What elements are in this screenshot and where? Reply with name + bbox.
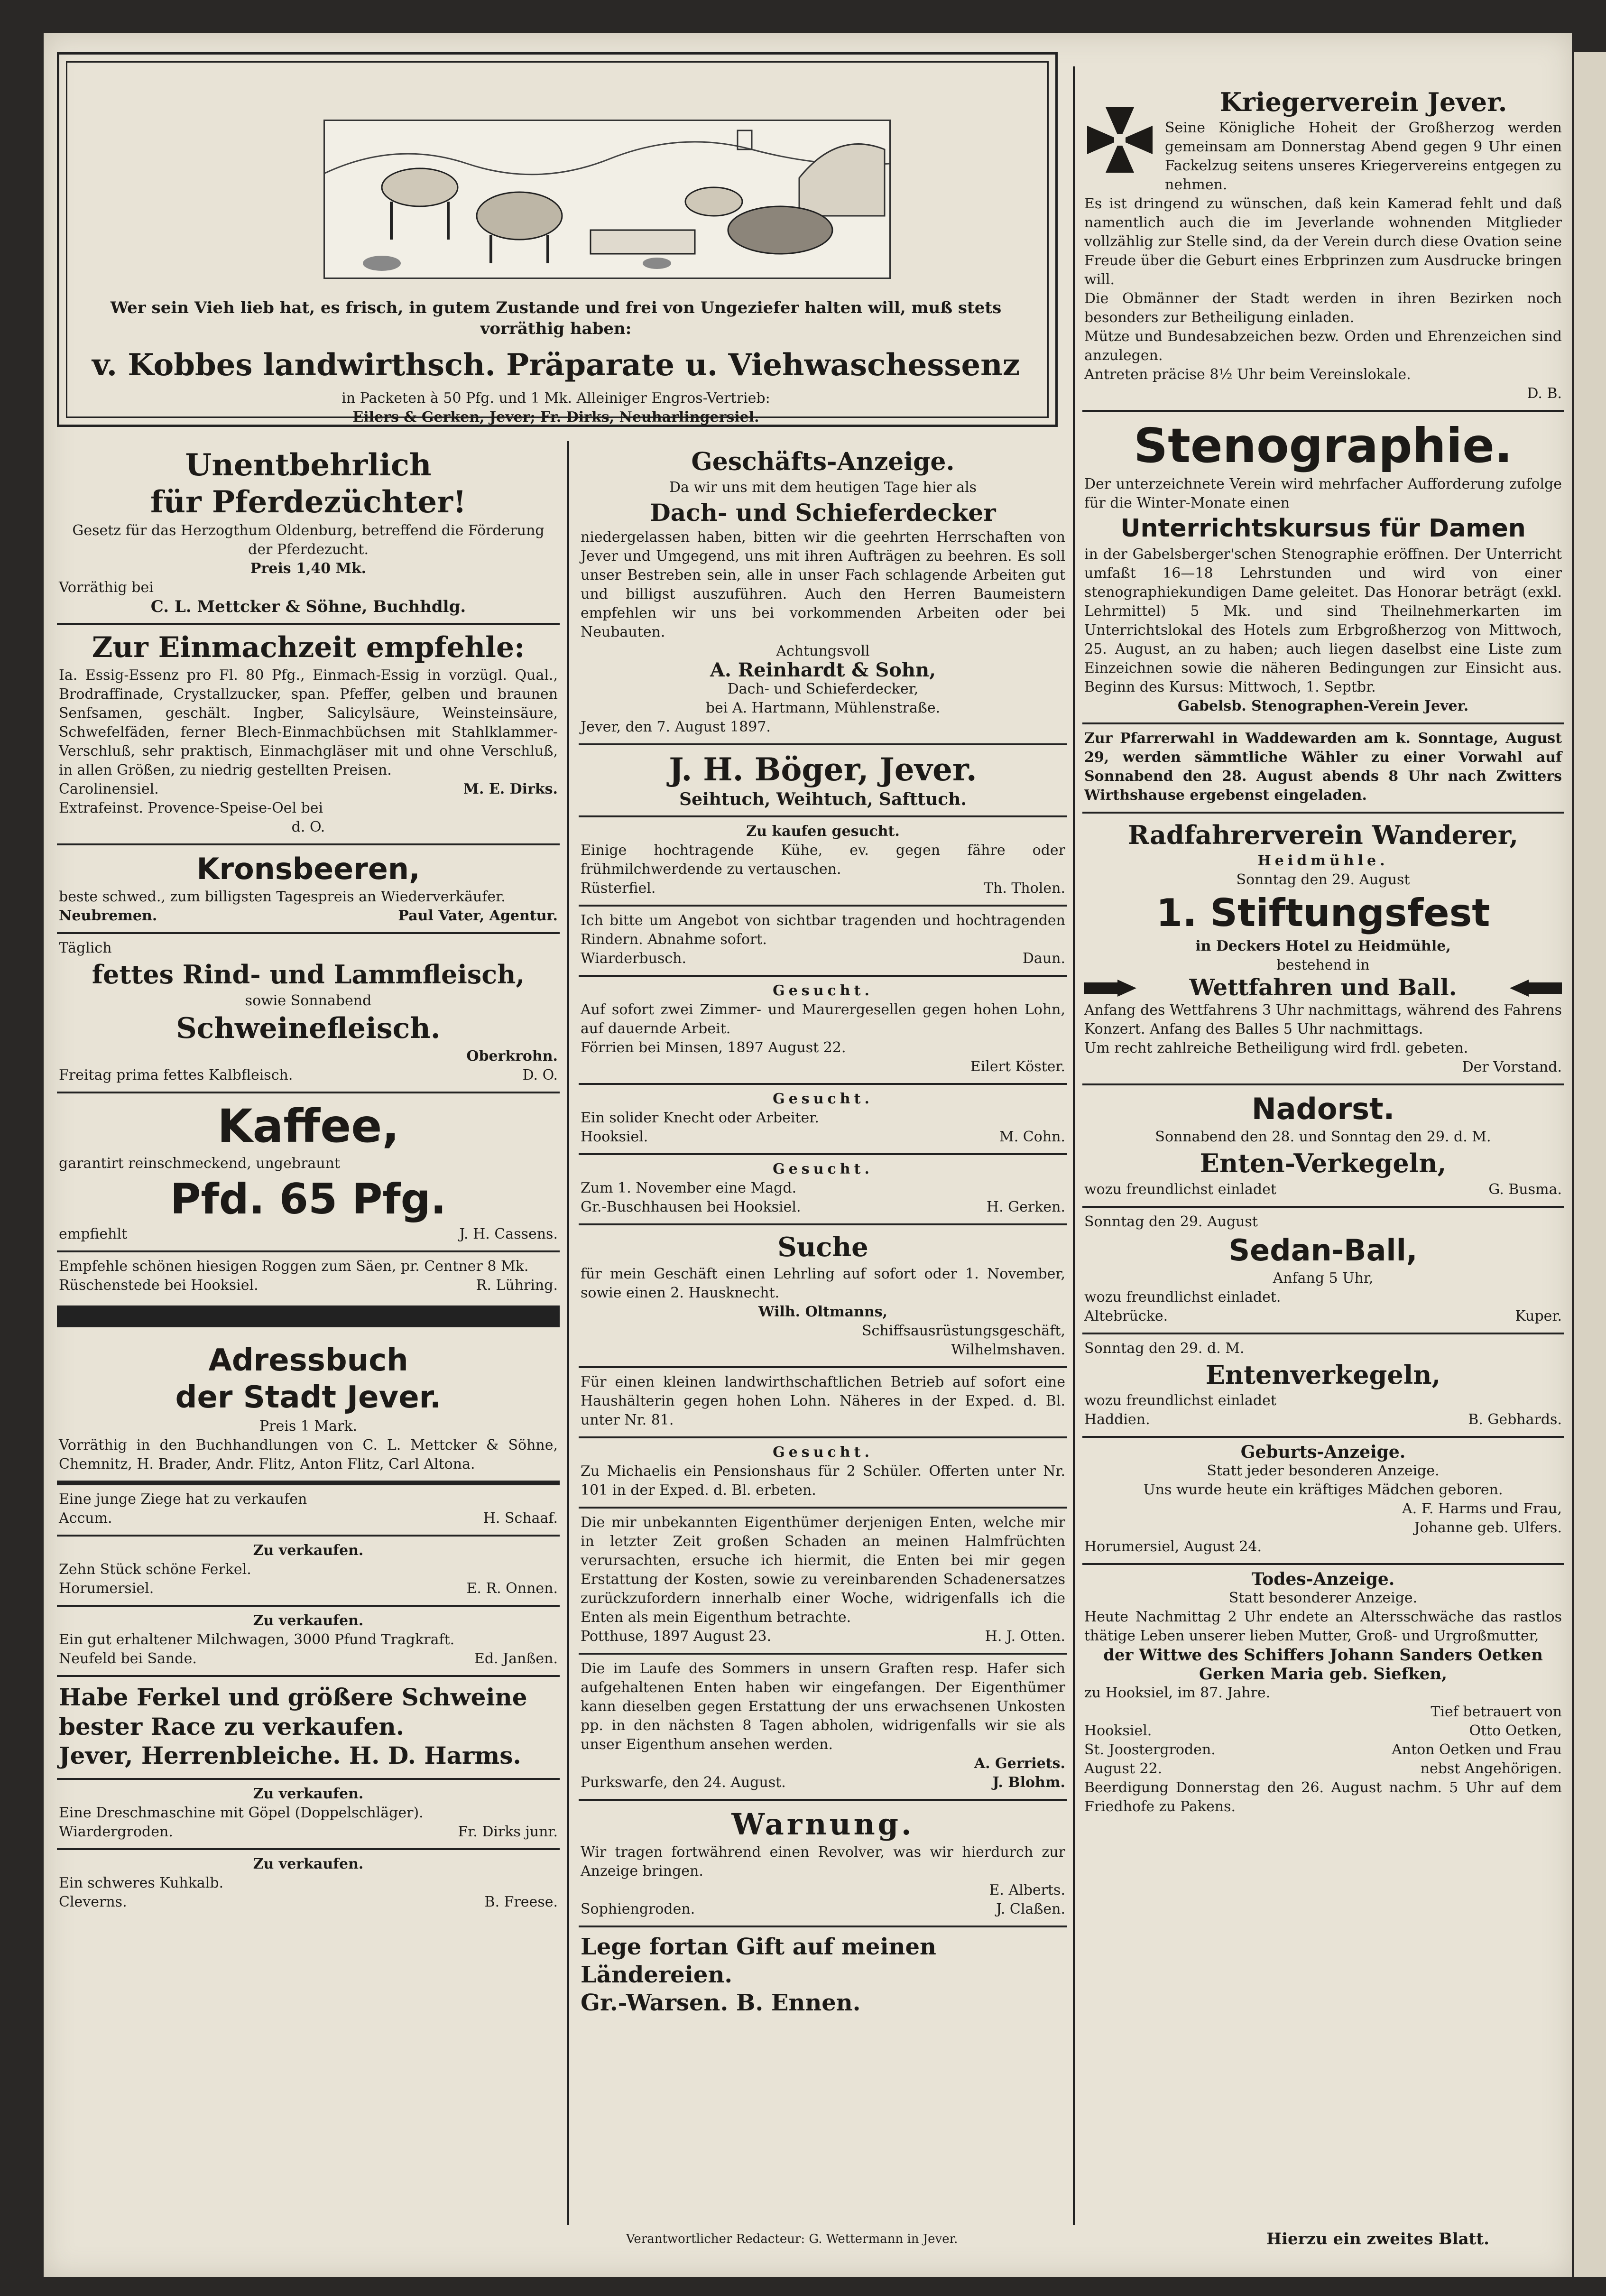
rad-hotel: in Deckers Hotel zu Heidmühle, [1195, 937, 1451, 954]
steno-sig: Gabelsb. Stenographen-Verein Jever. [1177, 697, 1469, 714]
nadorst-ad [1082, 1085, 1564, 1207]
adress-t2: der Stadt Jever. [175, 1379, 442, 1415]
suche-name3: Wilhelmshaven. [951, 1341, 1065, 1358]
tod-age: zu Hooksiel, im 87. Jahre. [1084, 1684, 1271, 1701]
suche-name2: Schiffsausrüstungsgeschäft, [862, 1322, 1065, 1339]
haushaelterin-ad [579, 1368, 1067, 1438]
pferde-avail: Vorräthig bei [59, 579, 154, 596]
nadorst-event: Enten-Verkegeln, [1200, 1148, 1447, 1179]
ziege-place: Accum. [59, 1510, 112, 1527]
pointing-hand-icon [1084, 978, 1141, 999]
geschaeft-firm: A. Reinhardt & Sohn, [710, 659, 936, 682]
harms-ad [57, 1677, 560, 1780]
tod-m3: nebst Angehörigen. [1420, 1760, 1562, 1777]
kaffee-left: empfiehlt [59, 1226, 128, 1243]
geschaeft-title: Geschäfts-Anzeige. [691, 447, 955, 476]
rinder-name: Daun. [1022, 950, 1065, 967]
einmach-extra: Extrafeinst. Provence-Speise-Oel bei [59, 800, 323, 817]
enten2-title: Entenverkegeln, [1205, 1359, 1441, 1390]
enten2-name: B. Gebhards. [1468, 1411, 1562, 1428]
graften-ad [579, 1655, 1067, 1801]
sedan-name: Kuper. [1515, 1307, 1562, 1324]
krieger-title: Kriegerverein Jever. [1219, 87, 1507, 117]
column-1 [57, 441, 560, 1918]
ferkel-ad [57, 1537, 560, 1607]
tod-m2: Anton Oetken und Frau [1392, 1741, 1562, 1758]
steno-course: Unterrichtskursus für Damen [1120, 514, 1526, 543]
harms-l3: Jever, Herrenbleiche. H. D. Harms. [59, 1741, 521, 1770]
einmach-ad [57, 625, 560, 845]
krieger-ad [1082, 81, 1564, 412]
krons-body: beste schwed., zum billigsten Tagespreis an Wiederverkäufer. [59, 889, 506, 906]
geschaeft-intro: Da wir uns mit dem heutigen Tage hier als [669, 479, 977, 496]
pferde-title2: für Pferdezüchter! [150, 484, 467, 520]
milch-head: Zu verkaufen. [253, 1612, 364, 1629]
ferkel-place: Horumersiel. [59, 1580, 154, 1597]
pfarr-ad [1082, 724, 1564, 814]
pferde-ad [57, 441, 560, 625]
dresch-place: Wiardergroden. [59, 1823, 173, 1840]
einmach-title: Zur Einmachzeit empfehle: [92, 631, 525, 665]
roggen-ad [57, 1252, 560, 1302]
dresch-head: Zu verkaufen. [253, 1785, 364, 1802]
gift-ad [579, 1927, 1067, 2025]
einmach-body: Ia. Essig-Essenz pro Fl. 80 Pfg., Einmach-Essig in vorzügl. Qual., Brodraffinade, Crystallzucker, span. Pfeffer, gelben und braunen Senfsamen, geschält. Ingber, Salicylsäure, Weinsteinsäure, Schwefelfäden, ferner Blech-Einmachbüchsen mit Stahlklammer-Verschluß, sehr praktisch, Einmachgläser mit und ohne Verschluß, in allen Größen, zu niedrig gestellten Preisen. [59, 667, 558, 779]
sedan-start: Anfang 5 Uhr, [1273, 1269, 1374, 1287]
fleisch-l5: Oberkrohn. [466, 1047, 558, 1065]
adressbuch-ad [57, 1337, 560, 1485]
rad-fest: 1. Stiftungsfest [1156, 890, 1490, 935]
kuh-head: Zu verkaufen. [253, 1855, 364, 1872]
tod-burial: Beerdigung Donnerstag den 26. August nachm. 5 Uhr auf dem Friedhofe zu Pakens. [1084, 1779, 1562, 1815]
milch-place: Neufeld bei Sande. [59, 1650, 197, 1667]
steno-intro: Der unterzeichnete Verein wird mehrfacher Aufforderung zufolge für die Winter-Monate einen [1084, 476, 1562, 512]
gift-l2: Ländereien. [581, 1962, 733, 1989]
kuehe-head: Zu kaufen gesucht. [746, 823, 900, 840]
suche-name: Wilh. Oltmanns, [758, 1303, 888, 1320]
kobbes-tagline: Wer sein Vieh lieb hat, es frisch, in gutem Zustande und frei von Ungeziefer halten will, muß stets vorräthig haben: [110, 298, 1002, 338]
knecht-ad [579, 1085, 1067, 1155]
enten2-invite: wozu freundlichst einladet [1084, 1392, 1276, 1409]
kobbes-ad [57, 52, 1058, 427]
graften-place: Purkswarfe, den 24. August. [581, 1774, 786, 1791]
ferkel-body: Zehn Stück schöne Ferkel. [59, 1561, 251, 1578]
iron-cross-icon [1084, 104, 1155, 176]
rad-ad [1082, 814, 1564, 1085]
fleisch-sig: D. O. [522, 1066, 558, 1083]
rad-sig: Der Vorstand. [1462, 1059, 1562, 1076]
graften-sig2: J. Blohm. [992, 1774, 1065, 1791]
rad-title: Radfahrerverein Wanderer, [1127, 819, 1519, 850]
column-rule-2 [1073, 66, 1075, 2225]
adress-price: Preis 1 Mark. [259, 1418, 358, 1435]
gift-l3: Gr.-Warsen. B. Ennen. [581, 1990, 861, 2017]
kuehe-name: Th. Tholen. [983, 880, 1065, 897]
graften-body: Die im Laufe des Sommers in unsern Graften resp. Hafer sich aufgehaltenen Enten haben wir eingefangen. Der Eigenthümer kann dieselben gegen Erstattung der uns erwachsenen Unkosten pp. in den nächsten 8 Tagen abholen, widrigenfalls wir sie als unser Eigenthum ansehen werden. [581, 1660, 1065, 1753]
pferde-price: Preis 1,40 Mk. [250, 560, 367, 577]
geschaeft-regards: Achtungsvoll [776, 643, 870, 660]
column-3 [1082, 81, 1564, 1823]
milch-body: Ein gut erhaltener Milchwagen, 3000 Pfund Tragkraft. [59, 1631, 455, 1648]
enten-name: H. J. Otten. [985, 1628, 1065, 1645]
fleisch-l1: Täglich [59, 940, 112, 957]
rad-bestehend: bestehend in [1276, 956, 1370, 973]
ziege-name: H. Schaaf. [483, 1510, 558, 1527]
pfarr-body: Zur Pfarrerwahl in Waddewarden am k. Sonntage, August 29, werden sämmtliche Wähler zu einer Vorwahl auf Sonnabend den 28. August abends 8 Uhr nach Zwitters Wirthshause ergebenst eingeladen. [1084, 730, 1562, 804]
sedan-title: Sedan-Ball, [1228, 1232, 1418, 1268]
warnung-place: Sophiengroden. [581, 1900, 695, 1917]
fleisch-l2: fettes Rind- und Lammfleisch, [92, 959, 525, 990]
enten2-place: Haddien. [1084, 1411, 1150, 1428]
graften-sig1: A. Gerriets. [974, 1755, 1065, 1772]
kuehe-ad [579, 817, 1067, 907]
kuehe-body: Einige hochtragende Kühe, ev. gegen fähre oder frühmilchwerdende zu vertauschen. [581, 842, 1065, 878]
kaffee-title: Kaffee, [217, 1099, 399, 1153]
krieger-body3: Die Obmänner der Stadt werden in ihren Bezirken noch besonders zur Betheiligung einladen. [1084, 290, 1562, 326]
footer-editor: Verantwortlicher Redacteur: G. Wettermann in Jever. [626, 2232, 958, 2246]
fleisch-ad [57, 934, 560, 1093]
geburt-title: Geburts-Anzeige. [1240, 1442, 1406, 1462]
kaffee-sub: garantirt reinschmeckend, ungebraunt [59, 1155, 341, 1172]
rad-place: Heidmühle. [1257, 852, 1389, 869]
rinder-ad [579, 907, 1067, 977]
dresch-body: Eine Dreschmaschine mit Göpel (Doppelschläger). [59, 1804, 424, 1821]
footer-second-sheet: Hierzu ein zweites Blatt. [1266, 2230, 1489, 2249]
maurer-body: Auf sofort zwei Zimmer- und Maurergesellen gegen hohen Lohn, auf dauernde Arbeit. [581, 1001, 1065, 1037]
geburt-ad [1082, 1438, 1564, 1565]
geburt-l1: Statt jeder besonderen Anzeige. [1207, 1462, 1440, 1479]
fleisch-l4: Schweinefleisch. [176, 1011, 441, 1045]
pferde-sub: Gesetz für das Herzogthum Oldenburg, betreffend die Förderung der Pferdezucht. [72, 522, 545, 558]
kuh-name: B. Freese. [484, 1893, 558, 1910]
kaffee-name: J. H. Cassens. [459, 1226, 558, 1243]
enten-ad [579, 1509, 1067, 1655]
harms-l1: Habe Ferkel und größere Schweine [59, 1683, 527, 1712]
tod-place1: Hooksiel. [1084, 1722, 1152, 1739]
adress-body: Vorräthig in den Buchhandlungen von C. L. Mettcker & Söhne, Chemnitz, H. Brader, Andr. Flitz, Anton Flitz, Carl Altona. [59, 1437, 558, 1473]
einmach-place: Carolinensiel. [59, 781, 159, 798]
tod-m1: Otto Oetken, [1469, 1722, 1562, 1739]
magd-head: Gesucht. [773, 1161, 873, 1178]
krons-place: Neubremen. [59, 907, 157, 925]
knecht-place: Hooksiel. [581, 1129, 648, 1146]
knecht-body: Ein solider Knecht oder Arbeiter. [581, 1110, 819, 1127]
magd-body: Zum 1. November eine Magd. [581, 1180, 797, 1197]
roggen-name: R. Lühring. [476, 1277, 558, 1294]
rinder-body: Ich bitte um Angebot von sichtbar tragenden und hochtragenden Rindern. Abnahme sofort. [581, 912, 1065, 948]
krieger-sig: D. B. [1527, 385, 1562, 402]
ziege-ad [57, 1485, 560, 1537]
geschaeft-ad [579, 441, 1067, 745]
krons-ad [57, 845, 560, 934]
kobbes-headline: v. Kobbes landwirthsch. Präparate u. Viehwaschessenz [92, 347, 1020, 383]
einmach-extra-sig: d. O. [291, 819, 325, 836]
kobbes-line1: in Packeten à 50 Pfg. und 1 Mk. Alleiniger Engros-Vertrieb: [342, 390, 770, 407]
column-2 [579, 441, 1067, 2025]
geschaeft-firm3: bei A. Hartmann, Mühlenstraße. [705, 700, 941, 717]
ziege-body: Eine junge Ziege hat zu verkaufen [59, 1491, 307, 1508]
magd-name: H. Gerken. [986, 1199, 1065, 1216]
rad-date: Sonntag den 29. August [1236, 871, 1410, 888]
milch-name: Ed. Janßen. [474, 1650, 558, 1667]
geschaeft-date: Jever, den 7. August 1897. [581, 719, 771, 736]
knecht-name: M. Cohn. [999, 1129, 1065, 1146]
warnung-ad [579, 1801, 1067, 1927]
kuh-place: Cleverns. [59, 1893, 127, 1910]
geschaeft-firm2: Dach- und Schieferdecker, [727, 681, 919, 698]
krieger-body: Seine Königliche Hoheit der Großherzog werden gemeinsam am Donnerstag Abend gegen 9 Uhr einen Fackelzug seitens unseres Kriegervereins entgegen zu nehmen. [1165, 120, 1562, 194]
kuh-body: Ein schweres Kuhkalb. [59, 1874, 224, 1891]
sedan-date: Sonntag den 29. August [1084, 1213, 1258, 1230]
roggen-body: Empfehle schönen hiesigen Roggen zum Säen, pr. Centner 8 Mk. [59, 1258, 529, 1275]
magd-place: Gr.-Buschhausen bei Hooksiel. [581, 1199, 801, 1216]
tod-place2: St. Joostergroden. [1084, 1741, 1216, 1758]
warnung-sig1: E. Alberts. [989, 1881, 1065, 1898]
dresch-name: Fr. Dirks junr. [458, 1823, 558, 1840]
warnung-title: Warnung. [731, 1806, 914, 1842]
warnung-sig2: J. Claßen. [996, 1900, 1065, 1917]
rad-body: Anfang des Wettfahrens 3 Uhr nachmittags, während des Fahrens Konzert. Anfang des Balles 5 Uhr nachmittags. [1084, 1002, 1562, 1038]
tod-name2: Gerken Maria geb. Siefken, [1199, 1664, 1447, 1684]
ferkel-head: Zu verkaufen. [253, 1542, 364, 1559]
geburt-l3: A. F. Harms und Frau, [1402, 1500, 1562, 1517]
tod-title: Todes-Anzeige. [1251, 1569, 1395, 1589]
enten2-ad [1082, 1334, 1564, 1438]
nadorst-invite: wozu freundlichst einladet [1084, 1181, 1276, 1198]
rad-wett: Wettfahren und Ball. [1189, 974, 1457, 1001]
pferde-seller: C. L. Mettcker & Söhne, Buchhdlg. [150, 597, 466, 617]
maurer-ad [579, 977, 1067, 1085]
enten-body: Die mir unbekannten Eigenthümer derjenigen Enten, welche mir in letzter Zeit großen Schaden an meinen Halmfrüchten verursachten, ersuche ich hiermit, die Enten bei mir gegen Erstattung der Kosten, sowie zu vereinbarenden Schadenersatzes zurückzufordern innerhalb einer Woche, widrigenfalls ich die Enten als mein Eigenthum betrachte. [581, 1514, 1065, 1626]
maurer-name: Eilert Köster. [970, 1058, 1065, 1075]
fleisch-l6: Freitag prima fettes Kalbfleisch. [59, 1066, 293, 1083]
nadorst-name: G. Busma. [1488, 1181, 1562, 1198]
sedan-place: Altebrücke. [1084, 1307, 1168, 1324]
suche-ad [579, 1225, 1067, 1368]
krons-name: Paul Vater, Agentur. [398, 907, 558, 925]
adress-t1: Adressbuch [208, 1343, 408, 1379]
sedan-invite: wozu freundlichst einladet. [1084, 1288, 1281, 1305]
knecht-head: Gesucht. [773, 1091, 873, 1108]
geburt-l2: Uns wurde heute ein kräftiges Mädchen geboren. [1143, 1481, 1503, 1498]
boeger-title: J. H. Böger, Jever. [669, 751, 977, 788]
steno-title: Stenographie. [1134, 418, 1513, 474]
dresch-ad [57, 1780, 560, 1850]
tod-place3: August 22. [1084, 1760, 1163, 1777]
warnung-body: Wir tragen fortwährend einen Revolver, was wir hierdurch zur Anzeige bringen. [581, 1843, 1065, 1879]
geburt-place: Horumersiel, August 24. [1084, 1538, 1262, 1555]
maurer-place: Förrien bei Minsen, 1897 August 22. [581, 1039, 846, 1056]
krons-title: Kronsbeeren, [196, 852, 420, 887]
steno-ad [1082, 412, 1564, 724]
nadorst-title: Nadorst. [1251, 1092, 1395, 1127]
boeger-ad [579, 745, 1067, 817]
pension-ad [579, 1438, 1067, 1509]
suche-title: Suche [777, 1231, 868, 1263]
geburt-l4: Johanne geb. Ulfers. [1414, 1519, 1562, 1536]
gift-l1: Lege fortan Gift auf meinen [581, 1933, 936, 1960]
maurer-head: Gesucht. [773, 982, 873, 1000]
kuehe-place: Rüsterfiel. [581, 880, 656, 897]
pension-head: Gesucht. [773, 1444, 873, 1461]
harms-l2: bester Race zu verkaufen. [59, 1712, 405, 1741]
geschaeft-trade: Dach- und Schieferdecker [650, 498, 996, 527]
haushaelterin-body: Für einen kleinen landwirthschaftlichen Betrieb auf sofort eine Haushälterin gegen hohen Lohn. Näheres in der Exped. d. Bl. unter Nr. 81. [581, 1373, 1065, 1428]
sedan-ad [1082, 1208, 1564, 1334]
kaffee-price: Pfd. 65 Pfg. [170, 1174, 447, 1223]
tod-body: Heute Nachmittag 2 Uhr endete an Altersschwäche das rastlos thätige Leben unserer lieben Mutter, Groß- und Urgroßmutter, [1084, 1608, 1562, 1644]
krieger-body5: Antreten präcise 8½ Uhr beim Vereinslokale. [1084, 366, 1411, 383]
pension-body: Zu Michaelis ein Pensionshaus für 2 Schüler. Offerten unter Nr. 101 in der Exped. d. Bl. erbeten. [581, 1463, 1065, 1499]
tod-name1: der Wittwe des Schiffers Johann Sanders Oetken [1103, 1645, 1543, 1665]
nadorst-date: Sonnabend den 28. und Sonntag den 29. d. M. [1155, 1129, 1491, 1146]
tod-l1: Statt besonderer Anzeige. [1228, 1589, 1418, 1606]
krieger-body2: Es ist dringend zu wünschen, daß kein Kamerad fehlt und daß namentlich auch die im Jeverlande wohnenden Mitglieder vollzählig zur Stelle sind, da der Verein durch diese Ovation seine Freude über die Geburt eines Erbprinzen zum Ausdrucke bringen will. [1084, 195, 1562, 288]
pferde-title1: Unentbehrlich [185, 447, 432, 483]
adjacent-page-edge [1574, 52, 1606, 2277]
einmach-name: M. E. Dirks. [463, 781, 558, 798]
ferkel-name: E. R. Onnen. [466, 1580, 558, 1597]
enten2-date: Sonntag den 29. d. M. [1084, 1340, 1245, 1357]
magd-ad [579, 1155, 1067, 1225]
fleisch-l3: sowie Sonnabend [245, 992, 372, 1009]
black-rule [57, 1305, 560, 1327]
farm-animals-illustration [323, 120, 891, 279]
steno-body: in der Gabelsberger'schen Stenographie eröffnen. Der Unterricht umfaßt 16—18 Lehrstunden und wird von einer stenographiekundigen Dame geleitet. Das Honorar beträgt (exkl. Lehrmittel) 5 Mk. und sind Theilnehmerkarten im Unterrichtslokal des Hotels zum Erbgroßherzog von Mittwoch, 25. August, an zu haben; auch liegen daselbst eine Liste zum Einzeichnen sowie die näheren Bedingungen zur Einsicht aus. Beginn des Kursus: Mittwoch, 1. Septbr. [1084, 546, 1562, 695]
kobbes-line2: Eilers & Gerken, Jever; Fr. Dirks, Neuharlingersiel. [352, 409, 759, 426]
tod-mourn: Tief betrauert von [1431, 1703, 1562, 1720]
boeger-sub: Seihtuch, Weihtuch, Safttuch. [679, 789, 967, 810]
kuh-ad [57, 1850, 560, 1918]
suche-body: für mein Geschäft einen Lehrling auf sofort oder 1. November, sowie einen 2. Hausknecht. [581, 1265, 1065, 1301]
krieger-body4: Mütze und Bundesabzeichen bezw. Orden und Ehrenzeichen sind anzulegen. [1084, 328, 1562, 364]
enten-place: Potthuse, 1897 August 23. [581, 1628, 772, 1645]
rad-body2: Um recht zahlreiche Betheiligung wird frdl. gebeten. [1084, 1040, 1468, 1057]
tod-ad [1082, 1565, 1564, 1823]
kaffee-ad [57, 1093, 560, 1253]
pointing-hand-left-icon [1505, 978, 1562, 999]
rinder-place: Wiarderbusch. [581, 950, 687, 967]
geschaeft-body: niedergelassen haben, bitten wir die geehrten Herrschaften von Jever und Umgegend, uns mit ihren Aufträgen zu beehren. Es soll unser Bestreben sein, alle in unser Fach schlagende Arbeiten gut und billigst auszuführen. Auch den Herren Baumeistern empfehlen wir uns bei vorkommenden Arbeiten oder bei Neubauten. [581, 529, 1065, 641]
roggen-place: Rüschenstede bei Hooksiel. [59, 1277, 258, 1294]
milch-ad [57, 1607, 560, 1677]
column-rule-1 [567, 441, 569, 2225]
